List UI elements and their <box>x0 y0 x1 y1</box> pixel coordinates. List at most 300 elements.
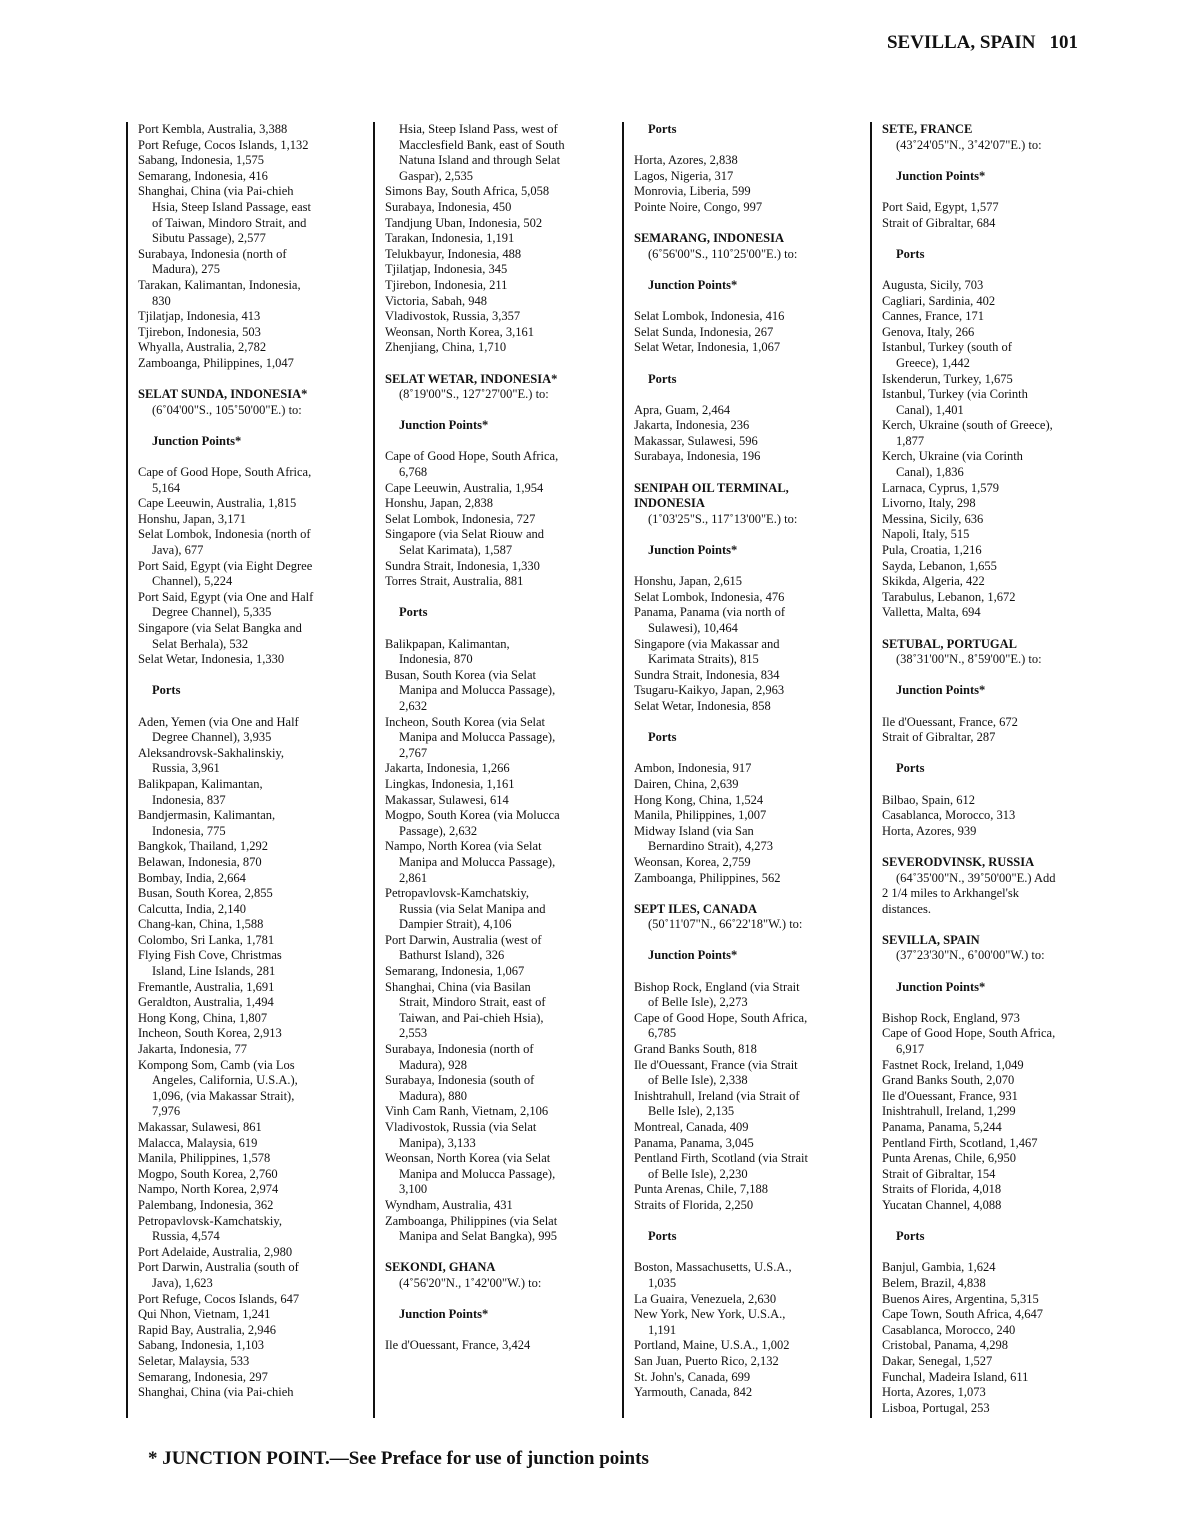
page-header <box>887 32 1078 54</box>
entry-line: Malacca, Malaysia, 619 <box>138 1135 258 1150</box>
entry-line: Strait of Gibraltar, 287 <box>882 730 996 745</box>
entry-line: Ile d'Ouessant, France (via Strait <box>634 1057 798 1072</box>
entry-line: Degree Channel), 5,335 <box>152 605 272 620</box>
entry-line: Selat Berhala), 532 <box>152 636 249 651</box>
entry-line: Shanghai, China (via Basilan <box>385 979 531 994</box>
entry-line: Pentland Firth, Scotland (via Strait <box>634 1151 808 1166</box>
spacer <box>882 995 1115 1011</box>
entry-line: Geraldton, Australia, 1,494 <box>138 995 274 1010</box>
subheading: Junction Points* <box>896 168 986 183</box>
spacer <box>634 527 867 543</box>
entry-line: Strait, Mindoro Strait, east of <box>399 995 546 1010</box>
entry-line: Punta Arenas, Chile, 6,950 <box>882 1151 1017 1166</box>
subheading: Ports <box>648 122 677 136</box>
entry-line: Ile d'Ouessant, France, 931 <box>882 1088 1018 1103</box>
entry-line: Bandjermasin, Kalimantan, <box>138 808 276 823</box>
entry-line: 2 1/4 miles to Arkhangel'sk <box>882 886 1019 901</box>
entry-line: Cape of Good Hope, South Africa, <box>882 1026 1056 1041</box>
entry-line: Hsia, Steep Island Passage, east <box>152 199 311 214</box>
entry-line: Petropavlovsk-Kamchatskiy, <box>138 1213 282 1228</box>
entry-line: Sundra Strait, Indonesia, 834 <box>634 667 780 682</box>
entry-line: Jakarta, Indonesia, 236 <box>634 418 750 433</box>
entry-line: Lagos, Nigeria, 317 <box>634 168 734 183</box>
entry-line: La Guaira, Venezuela, 2,630 <box>634 1291 777 1306</box>
entry-line: Flying Fish Cove, Christmas <box>138 948 282 963</box>
entry-line: distances. <box>882 901 931 916</box>
entry-line: (43˚24'05"N., 3˚42'07"E.) to: <box>896 137 1042 152</box>
entry-line: Istanbul, Turkey (south of <box>882 340 1012 355</box>
entry-line: Madura), 275 <box>152 262 221 277</box>
entry-line: Singapore (via Makassar and <box>634 636 780 651</box>
entry-line: Lingkas, Indonesia, 1,161 <box>385 776 515 791</box>
spacer <box>882 262 1115 278</box>
entry-line: Telukbayur, Indonesia, 488 <box>385 246 522 261</box>
spacer <box>634 262 867 278</box>
spacer <box>634 294 867 310</box>
entry-line: Iskenderun, Turkey, 1,675 <box>882 371 1013 386</box>
entry-line: Zamboanga, Philippines, 562 <box>634 870 781 885</box>
spacer <box>882 964 1115 980</box>
spacer <box>634 964 867 980</box>
spacer <box>634 465 867 481</box>
entry-line: Port Darwin, Australia (west of <box>385 932 542 947</box>
entry-line: Angeles, California, U.S.A.), <box>152 1073 298 1088</box>
entry-line: Sibutu Passage), 2,577 <box>152 231 266 246</box>
entry-line: Port Refuge, Cocos Islands, 647 <box>138 1291 300 1306</box>
spacer <box>385 1245 618 1261</box>
entry-line: (50˚11'07"N., 66˚22'18"W.) to: <box>648 917 803 932</box>
entry-line: Belawan, Indonesia, 870 <box>138 854 262 869</box>
entry-line: (6˚56'00"S., 110˚25'00"E.) to: <box>648 246 798 261</box>
entry-line: (4˚56'20"N., 1˚42'00"W.) to: <box>399 1275 542 1290</box>
entry-line: Torres Strait, Australia, 881 <box>385 574 524 589</box>
entry-line: Canal), 1,836 <box>896 465 964 480</box>
entry-line: Honshu, Japan, 3,171 <box>138 511 246 526</box>
entry-line: Panama, Panama, 3,045 <box>634 1135 754 1150</box>
entry-line: Greece), 1,442 <box>896 355 970 370</box>
section-heading: SEMARANG, INDONESIA <box>634 231 785 246</box>
entry-line: Tarakan, Indonesia, 1,191 <box>385 231 515 246</box>
entry-line: Cape Leeuwin, Australia, 1,954 <box>385 480 544 495</box>
entry-line: Strait of Gibraltar, 684 <box>882 215 996 230</box>
entry-line: Russia, 3,961 <box>152 761 220 776</box>
entry-line: Belle Isle), 2,135 <box>648 1104 735 1119</box>
entry-line: 7,976 <box>152 1104 181 1119</box>
entry-line: Java), 1,623 <box>152 1275 213 1290</box>
entry-line: Fastnet Rock, Ireland, 1,049 <box>882 1057 1024 1072</box>
entry-line: Ile d'Ouessant, France, 3,424 <box>385 1338 531 1353</box>
entry-line: Skikda, Algeria, 422 <box>882 574 985 589</box>
entry-line: Cannes, France, 171 <box>882 309 985 324</box>
entry-line: Casablanca, Morocco, 313 <box>882 808 1016 823</box>
entry-line: Canal), 1,401 <box>896 402 964 417</box>
subheading: Ports <box>152 683 181 698</box>
spacer <box>882 746 1115 762</box>
entry-line: 6,785 <box>648 1026 677 1041</box>
entry-line: Aleksandrovsk-Sakhalinskiy, <box>138 745 285 760</box>
entry-line: Makassar, Sulawesi, 614 <box>385 792 509 807</box>
entry-line: 830 <box>152 293 171 308</box>
spacer <box>634 715 867 731</box>
entry-line: Vladivostok, Russia (via Selat <box>385 1120 537 1134</box>
entry-line: Yarmouth, Canada, 842 <box>634 1385 753 1400</box>
entry-line: Pentland Firth, Scotland, 1,467 <box>882 1135 1038 1150</box>
spacer <box>634 387 867 403</box>
entry-line: Selat Lombok, Indonesia, 416 <box>634 309 785 324</box>
spacer <box>634 216 867 232</box>
entry-line: Incheon, South Korea, 2,913 <box>138 1026 282 1041</box>
entry-line: (64˚35'00"N., 39˚50'00"E.) Add <box>896 870 1056 885</box>
entry-line: Apra, Guam, 2,464 <box>634 402 731 417</box>
entry-line: Surabaya, Indonesia (north of <box>138 246 287 261</box>
entry-line: Tjirebon, Indonesia, 503 <box>138 324 261 339</box>
entry-line: Bombay, India, 2,664 <box>138 870 246 885</box>
entry-line: Pula, Croatia, 1,216 <box>882 543 982 558</box>
entry-line: Palembang, Indonesia, 362 <box>138 1197 274 1212</box>
entry-line: Port Said, Egypt (via One and Half <box>138 589 314 604</box>
entry-line: Manipa and Molucca Passage), <box>399 730 556 745</box>
entry-line: 1,191 <box>648 1322 677 1337</box>
entry-line: Madura), 880 <box>399 1088 468 1103</box>
entry-line: Horta, Azores, 1,073 <box>882 1385 986 1400</box>
section-heading: SETE, FRANCE <box>882 122 973 136</box>
entry-line: Selat Wetar, Indonesia, 1,067 <box>634 340 781 355</box>
spacer <box>634 746 867 762</box>
entry-line: Port Kembla, Australia, 3,388 <box>138 122 288 136</box>
entry-line: Inishtrahull, Ireland, 1,299 <box>882 1104 1016 1119</box>
entry-line: Panama, Panama, 5,244 <box>882 1120 1002 1134</box>
entry-line: Manipa and Selat Bangka), 995 <box>399 1229 557 1244</box>
entry-line: Manila, Philippines, 1,578 <box>138 1151 271 1166</box>
entry-line: Pointe Noire, Congo, 997 <box>634 199 763 214</box>
entry-line: (37˚23'30"N., 6˚00'00"W.) to: <box>896 948 1045 963</box>
spacer <box>882 1245 1115 1261</box>
entry-line: Colombo, Sri Lanka, 1,781 <box>138 932 275 947</box>
entry-line: Surabaya, Indonesia, 196 <box>634 449 761 464</box>
entry-line: Selat Lombok, Indonesia, 476 <box>634 589 785 604</box>
entry-line: Port Adelaide, Australia, 2,980 <box>138 1244 293 1259</box>
entry-line: Bathurst Island), 326 <box>399 948 505 963</box>
entry-line: Bishop Rock, England, 973 <box>882 1010 1020 1025</box>
entry-line: Busan, South Korea, 2,855 <box>138 886 273 901</box>
entry-line: Valletta, Malta, 694 <box>882 605 981 620</box>
column-1 <box>126 122 371 1418</box>
entry-line: Kompong Som, Camb (via Los <box>138 1057 295 1072</box>
entry-line: Channel), 5,224 <box>152 574 233 589</box>
section-heading: SENIPAH OIL TERMINAL, <box>634 480 789 495</box>
entry-line: Surabaya, Indonesia (south of <box>385 1073 535 1088</box>
entry-line: (6˚04'00"S., 105˚50'00"E.) to: <box>152 402 302 417</box>
entry-line: 2,632 <box>399 698 428 713</box>
entry-line: Russia (via Selat Manipa and <box>399 901 546 916</box>
entry-line: Bangkok, Thailand, 1,292 <box>138 839 268 854</box>
entry-line: 2,767 <box>399 745 428 760</box>
entry-line: Mogpo, South Korea, 2,760 <box>138 1166 278 1181</box>
entry-line: Weonsan, North Korea, 3,161 <box>385 324 534 339</box>
entry-line: Cristobal, Panama, 4,298 <box>882 1338 1009 1353</box>
spacer <box>385 403 618 419</box>
spacer <box>385 1323 618 1339</box>
entry-line: Montreal, Canada, 409 <box>634 1120 749 1134</box>
entry-line: Cagliari, Sardinia, 402 <box>882 293 996 308</box>
entry-line: of Belle Isle), 2,338 <box>648 1073 748 1088</box>
entry-line: 6,768 <box>399 465 428 480</box>
spacer <box>138 668 371 684</box>
subheading: Ports <box>648 730 677 745</box>
entry-line: Incheon, South Korea (via Selat <box>385 714 546 729</box>
entry-line: Boston, Massachusetts, U.S.A., <box>634 1260 792 1275</box>
entry-line: Whyalla, Australia, 2,782 <box>138 340 267 355</box>
entry-line: New York, New York, U.S.A., <box>634 1307 786 1322</box>
entry-line: Manipa and Molucca Passage), <box>399 683 556 698</box>
subheading: Ports <box>648 1229 677 1244</box>
entry-line: 6,917 <box>896 1042 925 1057</box>
entry-line: Surabaya, Indonesia, 450 <box>385 199 512 214</box>
entry-line: Selat Lombok, Indonesia, 727 <box>385 511 536 526</box>
entry-line: Straits of Florida, 4,018 <box>882 1182 1002 1197</box>
subheading: Ports <box>896 246 925 261</box>
entry-line: Russia, 4,574 <box>152 1229 220 1244</box>
entry-line: Istanbul, Turkey (via Corinth <box>882 387 1028 402</box>
spacer <box>882 621 1115 637</box>
entry-line: Wyndham, Australia, 431 <box>385 1197 513 1212</box>
column-4 <box>870 122 1115 1418</box>
entry-line: Ile d'Ouessant, France, 672 <box>882 714 1018 729</box>
entry-line: 1,096, (via Makassar Strait), <box>152 1088 295 1103</box>
spacer <box>882 1214 1115 1230</box>
spacer <box>385 590 618 606</box>
entry-line: Dakar, Senegal, 1,527 <box>882 1353 993 1368</box>
entry-line: Karimata Straits), 815 <box>648 652 759 667</box>
entry-line: Selat Sunda, Indonesia, 267 <box>634 324 774 339</box>
entry-line: Kerch, Ukraine (via Corinth <box>882 449 1023 464</box>
entry-line: Macclesfield Bank, east of South <box>399 137 565 152</box>
entry-line: Kerch, Ukraine (south of Greece), <box>882 418 1053 433</box>
entry-line: Chang-kan, China, 1,588 <box>138 917 264 932</box>
entry-line: of Belle Isle), 2,230 <box>648 1166 748 1181</box>
entry-line: Qui Nhon, Vietnam, 1,241 <box>138 1307 271 1322</box>
entry-line: Cape Leeuwin, Australia, 1,815 <box>138 496 297 511</box>
entry-line: Indonesia, 837 <box>152 792 226 807</box>
spacer <box>634 138 867 154</box>
entry-line: Makassar, Sulawesi, 861 <box>138 1120 262 1134</box>
entry-line: Port Said, Egypt (via Eight Degree <box>138 558 313 573</box>
entry-line: Selat Wetar, Indonesia, 858 <box>634 698 771 713</box>
entry-line: 2,553 <box>399 1026 428 1041</box>
subheading: Junction Points* <box>648 277 738 292</box>
spacer <box>634 886 867 902</box>
entry-line: Funchal, Madeira Island, 611 <box>882 1369 1029 1384</box>
entry-line: Jakarta, Indonesia, 77 <box>138 1042 247 1057</box>
entry-line: Semarang, Indonesia, 1,067 <box>385 964 525 979</box>
entry-line: Vladivostok, Russia, 3,357 <box>385 309 521 324</box>
spacer <box>882 184 1115 200</box>
entry-line: Tjirebon, Indonesia, 211 <box>385 277 508 292</box>
entry-line: Fremantle, Australia, 1,691 <box>138 979 275 994</box>
spacer <box>634 933 867 949</box>
entry-line: Grand Banks South, 818 <box>634 1042 757 1057</box>
entry-line: Aden, Yemen (via One and Half <box>138 714 299 729</box>
entry-line: Cape of Good Hope, South Africa, <box>138 465 312 480</box>
entry-line: Jakarta, Indonesia, 1,266 <box>385 761 510 776</box>
spacer <box>138 372 371 388</box>
entry-line: Genova, Italy, 266 <box>882 324 975 339</box>
entry-line: Tarakan, Kalimantan, Indonesia, <box>138 277 301 292</box>
entry-line: Horta, Azores, 2,838 <box>634 153 738 168</box>
entry-line: Grand Banks South, 2,070 <box>882 1073 1015 1088</box>
entry-line: Port Refuge, Cocos Islands, 1,132 <box>138 137 309 152</box>
subheading: Ports <box>896 1229 925 1244</box>
entry-line: Bishop Rock, England (via Strait <box>634 979 800 994</box>
spacer <box>634 559 867 575</box>
entry-line: Tjilatjap, Indonesia, 413 <box>138 309 261 324</box>
entry-line: Mogpo, South Korea (via Molucca <box>385 808 560 823</box>
entry-line: Strait of Gibraltar, 154 <box>882 1166 996 1181</box>
spacer <box>882 231 1115 247</box>
spacer <box>138 449 371 465</box>
entry-line: Casablanca, Morocco, 240 <box>882 1322 1016 1337</box>
entry-line: Zamboanga, Philippines, 1,047 <box>138 355 294 370</box>
section-heading: SELAT SUNDA, INDONESIA* <box>138 387 308 402</box>
subheading: Ports <box>648 371 677 386</box>
entry-line: Inishtrahull, Ireland (via Strait of <box>634 1088 800 1103</box>
entry-line: Belem, Brazil, 4,838 <box>882 1275 986 1290</box>
subheading: Junction Points* <box>399 1307 489 1322</box>
entry-line: Tjilatjap, Indonesia, 345 <box>385 262 508 277</box>
entry-line: Yucatan Channel, 4,088 <box>882 1197 1002 1212</box>
spacer <box>882 668 1115 684</box>
entry-line: Panama, Panama (via north of <box>634 605 785 620</box>
entry-line: Larnaca, Cyprus, 1,579 <box>882 480 999 495</box>
entry-line: (8˚19'00"S., 127˚27'00"E.) to: <box>399 387 549 402</box>
spacer <box>882 153 1115 169</box>
section-heading: SEKONDI, GHANA <box>385 1260 496 1275</box>
entry-line: Victoria, Sabah, 948 <box>385 293 488 308</box>
entry-line: Seletar, Malaysia, 533 <box>138 1353 250 1368</box>
column-2 <box>373 122 618 1418</box>
spacer <box>882 699 1115 715</box>
entry-line: Bilbao, Spain, 612 <box>882 792 976 807</box>
spacer <box>385 621 618 637</box>
entry-line: Zamboanga, Philippines (via Selat <box>385 1213 558 1228</box>
entry-line: Degree Channel), 3,935 <box>152 730 272 745</box>
entry-line: Shanghai, China (via Pai-chieh <box>138 184 294 199</box>
entry-line: Shanghai, China (via Pai-chieh <box>138 1385 294 1400</box>
entry-line: of Belle Isle), 2,273 <box>648 995 748 1010</box>
entry-line: Selat Wetar, Indonesia, 1,330 <box>138 652 285 667</box>
entry-line: Augusta, Sicily, 703 <box>882 277 984 292</box>
section-heading: SEVERODVINSK, RUSSIA <box>882 854 1035 869</box>
entry-line: Bernardino Strait), 4,273 <box>648 839 773 854</box>
entry-line: Cape Town, South Africa, 4,647 <box>882 1307 1044 1322</box>
entry-line: Sayda, Lebanon, 1,655 <box>882 558 997 573</box>
entry-line: 1,877 <box>896 433 925 448</box>
spacer <box>138 418 371 434</box>
entry-line: Banjul, Gambia, 1,624 <box>882 1260 996 1275</box>
entry-line: Dampier Strait), 4,106 <box>399 917 512 932</box>
entry-line: Dairen, China, 2,639 <box>634 776 739 791</box>
entry-line: Zhenjiang, China, 1,710 <box>385 340 507 355</box>
entry-line: Monrovia, Liberia, 599 <box>634 184 751 199</box>
entry-line: Sulawesi), 10,464 <box>648 621 738 635</box>
entry-line: Sundra Strait, Indonesia, 1,330 <box>385 558 540 573</box>
subheading: Junction Points* <box>399 418 489 433</box>
entry-line: Manipa), 3,133 <box>399 1135 476 1150</box>
entry-line: Lisboa, Portugal, 253 <box>882 1400 990 1415</box>
entry-line: Balikpapan, Kalimantan, <box>138 776 263 791</box>
entry-line: Manipa and Molucca Passage), <box>399 854 556 869</box>
entry-line: Balikpapan, Kalimantan, <box>385 636 510 651</box>
entry-line: Java), 677 <box>152 543 204 558</box>
entry-line: Horta, Azores, 939 <box>882 823 977 838</box>
entry-line: Tsugaru-Kaikyo, Japan, 2,963 <box>634 683 785 698</box>
subheading: Junction Points* <box>648 948 738 963</box>
spacer <box>138 699 371 715</box>
entry-line: Hong Kong, China, 1,524 <box>634 792 764 807</box>
section-heading: SEPT ILES, CANADA <box>634 901 758 916</box>
spacer <box>385 356 618 372</box>
section-heading: SETUBAL, PORTUGAL <box>882 636 1018 651</box>
entry-line: Livorno, Italy, 298 <box>882 496 976 511</box>
subheading: Junction Points* <box>896 683 986 698</box>
subheading: Junction Points* <box>648 543 738 558</box>
entry-line: 5,164 <box>152 480 181 495</box>
entry-line: Sabang, Indonesia, 1,103 <box>138 1338 265 1353</box>
subheading: Junction Points* <box>896 979 986 994</box>
entry-line: (38˚31'00"N., 8˚59'00"E.) to: <box>896 652 1042 667</box>
entry-line: 1,035 <box>648 1275 677 1290</box>
spacer <box>634 1214 867 1230</box>
entry-line: Straits of Florida, 2,250 <box>634 1197 754 1212</box>
entry-line: Madura), 928 <box>399 1057 468 1072</box>
entry-line: Makassar, Sulawesi, 596 <box>634 433 758 448</box>
entry-line: 3,100 <box>399 1182 428 1197</box>
entry-line: Messina, Sicily, 636 <box>882 511 984 526</box>
entry-line: Cape of Good Hope, South Africa, <box>634 1010 808 1025</box>
entry-line: Petropavlovsk-Kamchatskiy, <box>385 886 529 901</box>
entry-line: Gaspar), 2,535 <box>399 168 473 183</box>
column-3 <box>622 122 867 1418</box>
entry-line: Tarabulus, Lebanon, 1,672 <box>882 589 1016 604</box>
entry-line: Calcutta, India, 2,140 <box>138 901 246 916</box>
entry-line: Portland, Maine, U.S.A., 1,002 <box>634 1338 790 1353</box>
spacer <box>385 434 618 450</box>
entry-line: Surabaya, Indonesia (north of <box>385 1042 534 1057</box>
entry-line: Honshu, Japan, 2,838 <box>385 496 493 511</box>
entry-line: Napoli, Italy, 515 <box>882 527 970 542</box>
section-heading: SEVILLA, SPAIN <box>882 932 980 947</box>
entry-line: Nampo, North Korea (via Selat <box>385 839 542 854</box>
entry-line: Hong Kong, China, 1,807 <box>138 1010 268 1025</box>
entry-line: Semarang, Indonesia, 297 <box>138 1369 268 1384</box>
subheading: Junction Points* <box>152 433 242 448</box>
entry-line: of Taiwan, Mindoro Strait, and <box>152 215 307 230</box>
entry-line: Cape of Good Hope, South Africa, <box>385 449 559 464</box>
entry-line: Singapore (via Selat Riouw and <box>385 527 544 542</box>
entry-line: (1˚03'25"S., 117˚13'00"E.) to: <box>648 511 798 526</box>
entry-line: Buenos Aires, Argentina, 5,315 <box>882 1291 1039 1306</box>
entry-line: Port Darwin, Australia (south of <box>138 1260 299 1275</box>
running-title: SEVILLA, SPAIN <box>886 32 1036 53</box>
spacer <box>882 839 1115 855</box>
spacer <box>882 917 1115 933</box>
spacer <box>634 356 867 372</box>
footnote: * JUNCTION POINT.—See Preface for use of junction points <box>148 1448 649 1469</box>
page-number: 101 <box>1049 32 1078 53</box>
entry-line: Island, Line Islands, 281 <box>152 964 276 979</box>
entry-line: Ambon, Indonesia, 917 <box>634 761 752 776</box>
entry-line: St. John's, Canada, 699 <box>634 1369 751 1384</box>
